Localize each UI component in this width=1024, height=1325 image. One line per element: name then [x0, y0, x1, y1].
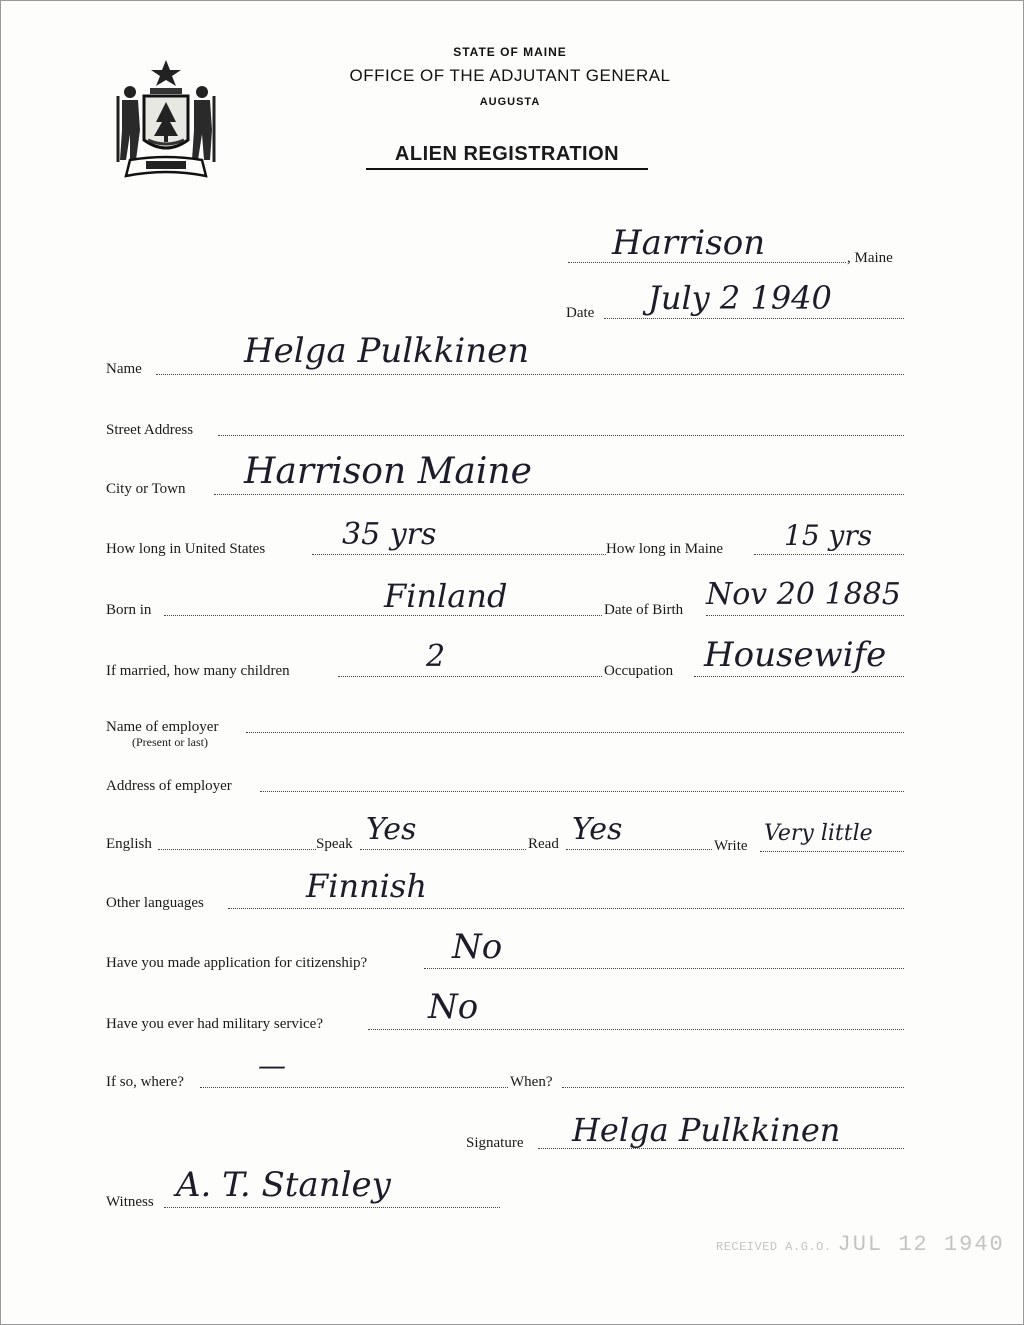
witness-label: Witness [106, 1194, 154, 1210]
speak-field-line [360, 849, 526, 850]
witness-field-line [164, 1207, 500, 1208]
citizenship-field-line [424, 968, 904, 969]
occupation-field-line [694, 676, 904, 677]
where-value: — [258, 1049, 286, 1082]
occupation-value: Housewife [704, 635, 887, 675]
other-languages-label: Other languages [106, 895, 204, 911]
header-state: STATE OF MAINE [453, 45, 567, 59]
children-label: If married, how many children [106, 663, 290, 679]
date-label: Date [566, 305, 595, 321]
name-label: Name [106, 361, 142, 377]
employer-address-field-line [260, 791, 904, 792]
citizenship-value: No [452, 927, 503, 967]
how-long-maine-field-line [754, 554, 904, 555]
received-stamp [716, 1232, 1005, 1257]
town-value: Harrison [612, 223, 766, 263]
read-field-line [566, 849, 712, 850]
english-label: English [106, 836, 152, 852]
where-field-line [200, 1087, 508, 1088]
when-field-line [562, 1087, 904, 1088]
born-in-label: Born in [106, 602, 152, 618]
how-long-us-value: 35 yrs [342, 517, 437, 552]
maine-suffix-label: , Maine [847, 250, 893, 266]
date-of-birth-value: Nov 20 1885 [706, 577, 901, 612]
read-label: Read [528, 836, 559, 852]
header-office: OFFICE OF THE ADJUTANT GENERAL [349, 66, 671, 85]
children-value: 2 [426, 639, 446, 674]
maine-state-seal [110, 56, 222, 180]
street-label: Street Address [106, 422, 194, 438]
children-field-line [338, 676, 602, 677]
how-long-maine-label: How long in Maine [606, 541, 724, 557]
citizenship-label: Have you made application for citizenship? [106, 955, 368, 971]
how-long-us-label: How long in United States [106, 541, 266, 557]
born-in-value: Finland [384, 577, 508, 615]
employer-label: Name of employer [106, 719, 219, 735]
military-field-line [368, 1029, 904, 1030]
occupation-label: Occupation [604, 663, 674, 679]
street-field-line [218, 435, 904, 436]
received-stamp-label: RECEIVED A.G.O. [716, 1240, 832, 1254]
how-long-maine-value: 15 yrs [784, 519, 873, 552]
witness-value: A. T. Stanley [176, 1165, 391, 1205]
write-label: Write [714, 838, 748, 854]
date-field-line [604, 318, 904, 319]
speak-value: Yes [366, 812, 417, 847]
read-value: Yes [572, 812, 623, 847]
born-in-field-line [164, 615, 602, 616]
name-field-line [156, 374, 904, 375]
write-field-line [760, 851, 904, 852]
city-value: Harrison Maine [244, 451, 532, 492]
city-label: City or Town [106, 481, 186, 497]
date-of-birth-label: Date of Birth [604, 602, 684, 618]
write-value: Very little [764, 821, 873, 846]
how-long-us-field-line [312, 554, 606, 555]
employer-note: (Present or last) [132, 735, 208, 749]
date-of-birth-field-line [706, 615, 904, 616]
other-languages-value: Finnish [306, 867, 427, 905]
header-city: AUGUSTA [479, 96, 541, 108]
date-value: July 2 1940 [648, 279, 832, 317]
employer-field-line [246, 732, 904, 733]
signature-value: Helga Pulkkinen [572, 1111, 841, 1149]
received-stamp-date: JUL 12 1940 [837, 1232, 1005, 1257]
speak-label: Speak [316, 836, 353, 852]
military-label: Have you ever had military service? [106, 1016, 323, 1032]
form-title: ALIEN REGISTRATION [366, 143, 648, 170]
where-label: If so, where? [106, 1074, 184, 1090]
employer-address-label: Address of employer [106, 778, 232, 794]
signature-label: Signature [466, 1135, 524, 1151]
city-field-line [214, 494, 904, 495]
name-value: Helga Pulkkinen [244, 331, 530, 371]
when-label: When? [510, 1074, 553, 1090]
english-field-line [158, 849, 316, 850]
military-value: No [428, 987, 479, 1027]
other-languages-field-line [228, 908, 904, 909]
